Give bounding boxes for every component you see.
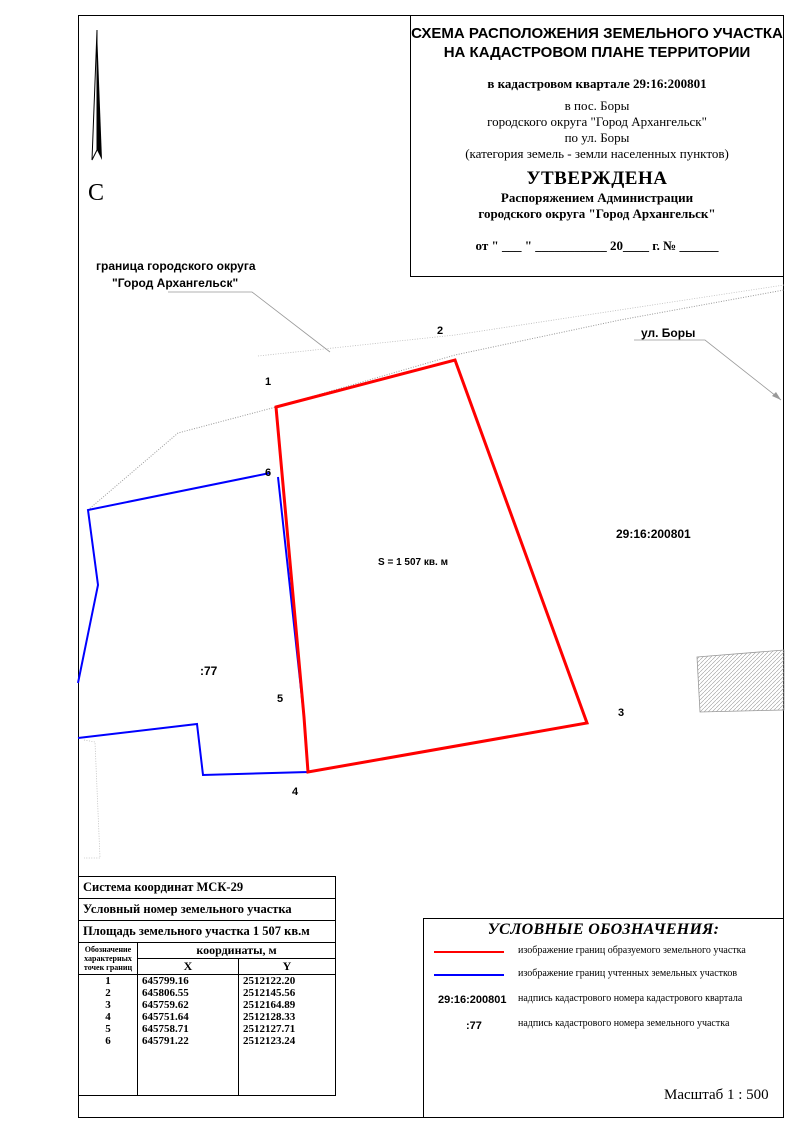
point-label-5: 5 <box>277 693 284 705</box>
approved-heading: УТВЕРЖДЕНА <box>526 168 668 189</box>
legend-text-new: изображение границ образуемого земельного участка <box>518 945 746 956</box>
approved-by-1: Распоряжением Администрации <box>500 190 694 205</box>
parcel-area: Площадь земельного участка 1 507 кв.м <box>79 921 336 943</box>
title-category: (категория земель - земли населенных пунктов) <box>465 146 729 161</box>
title-line-2: НА КАДАСТРОВОМ ПЛАНЕ ТЕРРИТОРИИ <box>443 44 751 61</box>
y-value: 2512164.89 <box>243 999 296 1011</box>
area-label: S = 1 507 кв. м <box>378 557 448 568</box>
y-value: 2512145.56 <box>243 987 296 999</box>
title-quarter: в кадастровом квартале 29:16:200801 <box>487 76 707 91</box>
point-number: 3 <box>105 999 111 1011</box>
quarter-label: 29:16:200801 <box>616 527 691 541</box>
col-x-header: X <box>138 959 239 975</box>
existing-parcel-boundary-lower <box>78 477 308 775</box>
city-boundary-line <box>88 290 784 510</box>
point-number: 5 <box>105 1023 111 1035</box>
title-place-2: городского округа "Город Архангельск" <box>487 114 707 129</box>
quarter-symbol: 29:16:200801 <box>438 994 507 1006</box>
x-value: 645751.64 <box>142 1011 189 1023</box>
legend-text-quarter: надпись кадастрового номера кадастрового квартала <box>518 993 743 1004</box>
title-place-1: в пос. Боры <box>564 98 630 113</box>
coord-system: Система координат МСК-29 <box>79 877 336 899</box>
building-shape <box>697 650 784 712</box>
point-number: 4 <box>105 1011 111 1023</box>
approved-by-2: городского округа "Город Архангельск" <box>478 206 716 221</box>
y-value: 2512123.24 <box>243 1035 296 1047</box>
legend-title: УСЛОВНЫЕ ОБОЗНАЧЕНИЯ: <box>487 921 720 938</box>
boundary-label-1: граница городского округа <box>96 259 256 273</box>
date-line: от " ___ " ___________ 20____ г. № ______ <box>475 238 719 253</box>
parcel-number: Условный номер земельного участка <box>79 899 336 921</box>
y-value: 2512128.33 <box>243 1011 296 1023</box>
y-value: 2512122.20 <box>243 975 296 987</box>
point-label-3: 3 <box>618 707 625 719</box>
point-number: 1 <box>105 975 111 987</box>
col-y-header: Y <box>239 959 336 975</box>
existing-parcel-boundary <box>78 473 270 683</box>
y-value: 2512127.71 <box>243 1023 296 1035</box>
point-numbers-cell <box>79 975 138 1096</box>
street-leader-line <box>634 340 781 400</box>
x-values-cell <box>138 975 239 1096</box>
legend-text-parcel: надпись кадастрового номера земельного участка <box>518 1018 730 1029</box>
title-place-3: по ул. Боры <box>564 130 630 145</box>
x-value: 645806.55 <box>142 987 189 999</box>
col-coords-header: координаты, м <box>138 943 336 959</box>
red-line-icon <box>434 951 504 953</box>
street-edge-line <box>258 285 784 356</box>
legend-text-existing: изображение границ учтенных земельных участков <box>518 968 738 979</box>
north-arrow-icon <box>92 30 102 160</box>
coordinates-table <box>78 876 336 1096</box>
x-value: 645791.22 <box>142 1035 189 1047</box>
parcel-symbol: :77 <box>466 1020 482 1032</box>
x-value: 645799.16 <box>142 975 189 987</box>
north-label: С <box>88 180 105 206</box>
point-label-2: 2 <box>437 325 444 337</box>
parcel-label: :77 <box>200 664 218 678</box>
y-values-cell <box>239 975 336 1096</box>
blue-line-icon <box>434 974 504 976</box>
point-label-4: 4 <box>292 786 299 798</box>
point-number: 2 <box>105 987 111 999</box>
point-label-1: 1 <box>265 376 272 388</box>
boundary-leader-line <box>168 292 330 352</box>
title-line-1: СХЕМА РАСПОЛОЖЕНИЯ ЗЕМЕЛЬНОГО УЧАСТКА <box>411 25 783 42</box>
street-label: ул. Боры <box>641 326 696 340</box>
x-value: 645759.62 <box>142 999 189 1011</box>
scale-label: Масштаб 1 : 500 <box>664 1087 769 1103</box>
point-label-6: 6 <box>265 467 272 479</box>
col-point-header: Обозначение характерных точек границ <box>79 943 138 975</box>
boundary-label-2: "Город Архангельск" <box>112 276 239 290</box>
x-value: 645758.71 <box>142 1023 189 1035</box>
title-block <box>410 15 784 277</box>
point-number: 6 <box>105 1035 111 1047</box>
